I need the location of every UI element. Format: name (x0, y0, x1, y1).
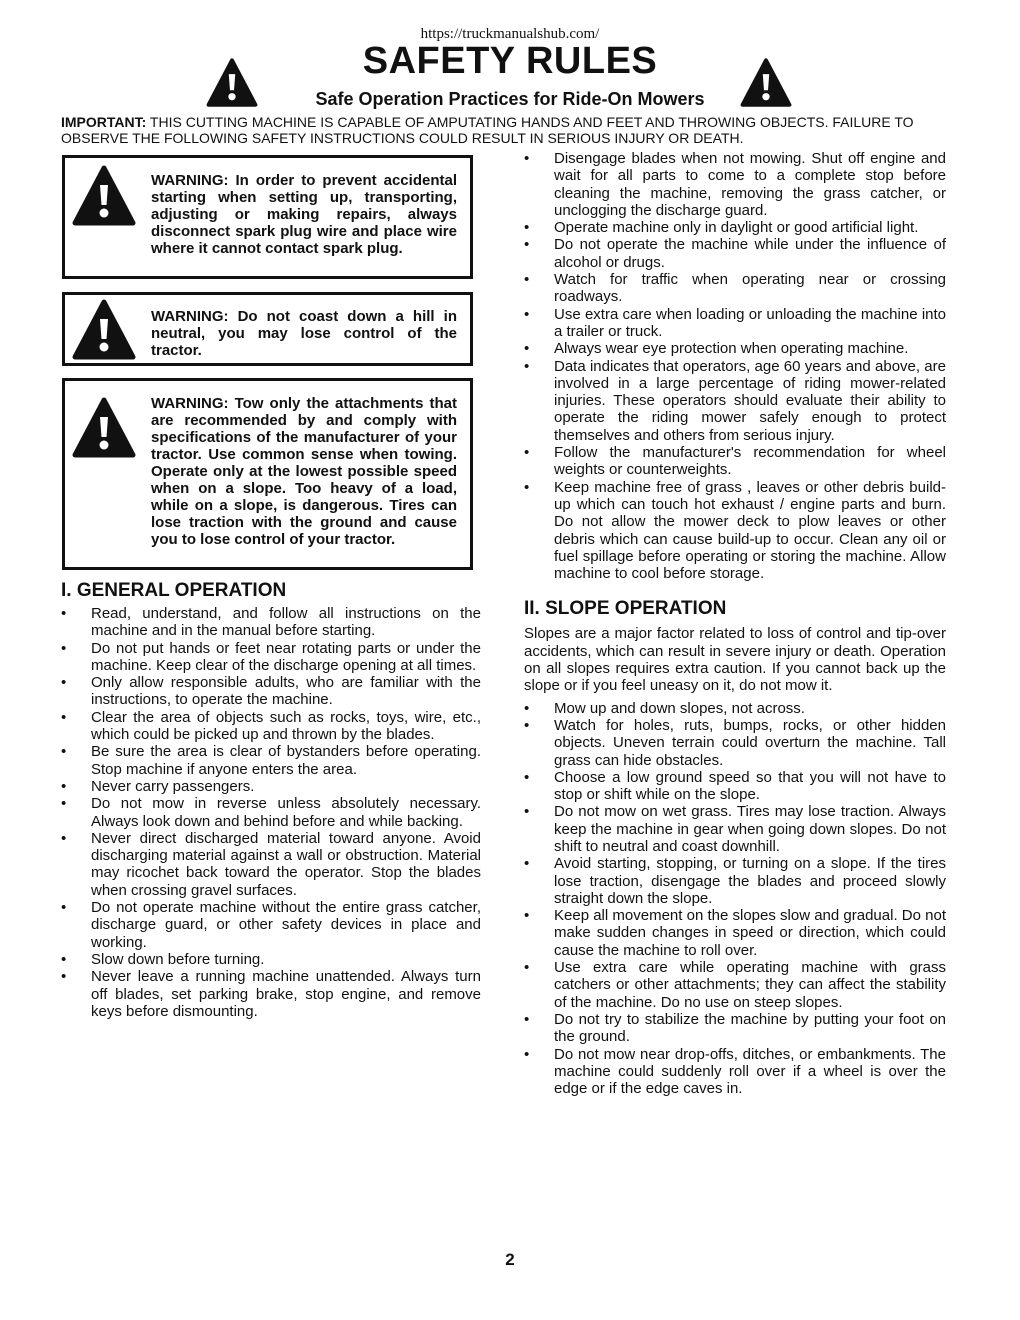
warning-triangle-icon (72, 299, 136, 361)
warning-box (62, 292, 473, 366)
slope-intro: Slopes are a major factor related to loss of control and tip-over accidents, which can result in severe injury or death. Operation on all slopes requires extra caution. If you cannot back up the slope or if you feel uneasy on it, do not mow it. (524, 625, 946, 695)
general-operation-section (61, 580, 481, 1020)
important-text: THIS CUTTING MACHINE IS CAPABLE OF AMPUTATING HANDS AND FEET AND THROWING OBJECTS. FAILURE TO OBSERVE THE FOLLOWING SAFETY INSTRUCTIONS COULD RESULT IN SERIOUS INJURY OR DEATH. (61, 114, 914, 146)
warning-box (62, 378, 473, 570)
warning-text: WARNING: Do not coast down a hill in neutral, you may lose control of the tractor. (151, 308, 457, 359)
source-url: https://truckmanualshub.com/ (420, 26, 600, 42)
list-item: • Follow the manufacturer's recommendation for wheel weights or counterweights. (524, 444, 946, 479)
list-item: • Do not mow on wet grass. Tires may lose traction. Always keep the machine in gear when going down slopes. Do not shift to neutral and coast downhill. (524, 803, 946, 855)
list-item: • Never carry passengers. (61, 778, 481, 795)
list-item: • Watch for holes, ruts, bumps, rocks, or other hidden objects. Uneven terrain could overturn the machine. Tall grass can hide obstacles. (524, 717, 946, 769)
list-item: • Do not mow in reverse unless absolutely necessary. Always look down and behind before and while backing. (61, 795, 481, 830)
list-item: • Read, understand, and follow all instructions on the machine and in the manual before starting. (61, 605, 481, 640)
section-heading: II. SLOPE OPERATION (524, 598, 727, 620)
warning-text: WARNING: Tow only the attachments that are recommended by and comply with specifications of the manufacturer of your tractor. Use common sense when towing. Operate only at the lowest possible speed when on a slope. Too heavy of a load, while on a slope, is dangerous. Tires can lose traction with the ground and cause you to lose control of your tractor. (151, 395, 457, 548)
page-title: SAFETY RULES (362, 40, 658, 82)
list-item: • Disengage blades when not mowing. Shut off engine and wait for all parts to come to a complete stop before cleaning the machine, removing the grass catcher, or unclogging the discharge guard. (524, 150, 946, 219)
list-item: • Keep all movement on the slopes slow and gradual. Do not make sudden changes in speed or direction, which could cause the machine to roll over. (524, 907, 946, 959)
list-item: • Only allow responsible adults, who are familiar with the instructions, to operate the machine. (61, 674, 481, 709)
list-item: • Do not put hands or feet near rotating parts or under the machine. Keep clear of the discharge opening at all times. (61, 640, 481, 675)
right-column (524, 150, 946, 1097)
list-item: • Mow up and down slopes, not across. (524, 700, 946, 717)
section-heading: I. GENERAL OPERATION (61, 580, 287, 601)
page-number: 2 (505, 1250, 515, 1269)
list-item: • Choose a low ground speed so that you will not have to stop or shift while on the slope. (524, 769, 946, 804)
list-item: • Be sure the area is clear of bystanders before operating. Stop machine if anyone enters the area. (61, 743, 481, 778)
list-item: • Operate machine only in daylight or good artificial light. (524, 219, 946, 236)
list-item: • Do not mow near drop-offs, ditches, or embankments. The machine could suddenly roll over if a wheel is over the edge or if the edge caves in. (524, 1046, 946, 1098)
list-item: • Watch for traffic when operating near or crossing roadways. (524, 271, 946, 306)
list-item: • Slow down before turning. (61, 951, 481, 968)
important-notice (61, 114, 951, 146)
list-item: • Clear the area of objects such as rocks, toys, wire, etc., which could be picked up and thrown by the blades. (61, 709, 481, 744)
list-item: • Avoid starting, stopping, or turning on a slope. If the tires lose traction, disengage the blades and proceed slowly straight down the slope. (524, 855, 946, 907)
list-item: • Use extra care while operating machine with grass catchers or other attachments; they can affect the stability of the machine. Do no use on steep slopes. (524, 959, 946, 1011)
list-item: • Do not operate the machine while under the influence of alcohol or drugs. (524, 236, 946, 271)
page-subtitle: Safe Operation Practices for Ride-On Mowers (315, 89, 705, 109)
list-item: • Never direct discharged material toward anyone. Avoid discharging material against a wall or obstruction. Material may ricochet back toward the operator. Stop the blades when crossing gravel surfaces. (61, 830, 481, 899)
important-label: IMPORTANT: (61, 114, 147, 130)
list-item: • Use extra care when loading or unloading the machine into a trailer or truck. (524, 306, 946, 341)
warning-box (62, 155, 473, 279)
list-item: • Data indicates that operators, age 60 years and above, are involved in a large percentage of riding mower-related injuries. These operators should evaluate their ability to operate the riding mower safely enough to protect themselves and others from serious injury. (524, 358, 946, 444)
list-item: • Do not operate machine without the entire grass catcher, discharge guard, or other safety devices in place and working. (61, 899, 481, 951)
list-item: • Never leave a running machine unattended. Always turn off blades, set parking brake, stop engine, and remove keys before dismounting. (61, 968, 481, 1020)
warning-triangle-icon (72, 165, 136, 227)
list-item: • Keep machine free of grass , leaves or other debris build-up which can touch hot exhaust / engine parts and burn. Do not allow the mower deck to plow leaves or other debris which can cause build-up to occur. Clean any oil or fuel spillage before operating or storing the machine. Allow machine to cool before storage. (524, 479, 946, 583)
warning-triangle-icon (72, 397, 136, 459)
list-item: • Do not try to stabilize the machine by putting your foot on the ground. (524, 1011, 946, 1046)
warning-text: WARNING: In order to prevent accidental starting when setting up, transporting, adjusting or making repairs, always disconnect spark plug wire and place wire where it cannot contact spark plug. (151, 172, 457, 257)
list-item: • Always wear eye protection when operating machine. (524, 340, 946, 357)
